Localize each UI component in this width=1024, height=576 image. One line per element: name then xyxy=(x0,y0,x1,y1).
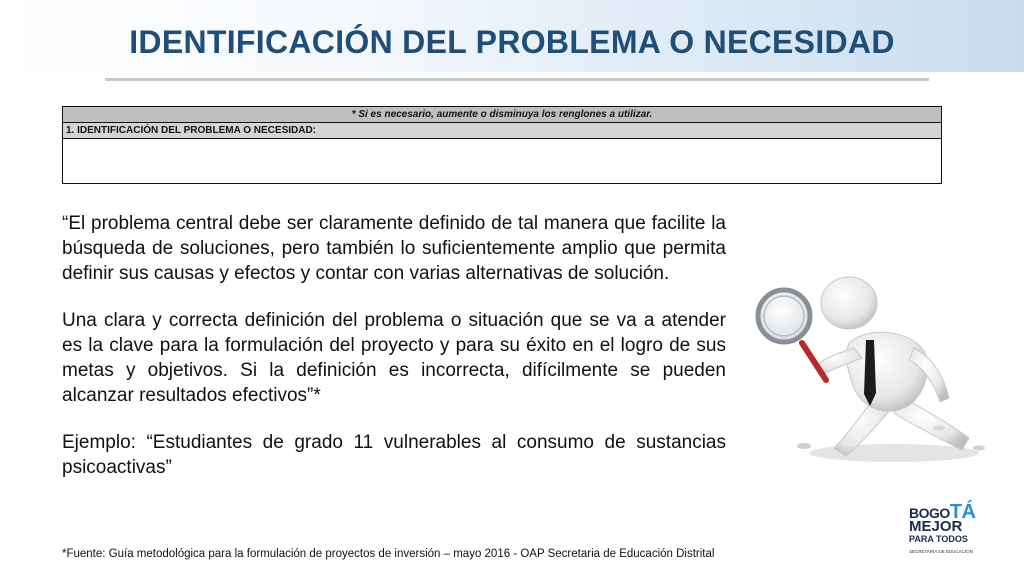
paragraph-importance: Una clara y correcta definición del problema o situación que se va a atender es la clave para la formulación del proyecto y para su éxito en el logro de sus metas y objetivos. Si la definición es incorrecta, difícilmente se pueden alcanzar resultados efectivos”* xyxy=(62,310,726,406)
logo-subtitle: SECRETARÍA DE EDUCACIÓN xyxy=(909,549,973,554)
title-divider xyxy=(105,78,929,81)
logo-mejor: MEJOR xyxy=(909,518,963,535)
slide-title: IDENTIFICACIÓN DEL PROBLEMA O NECESIDAD xyxy=(129,24,895,60)
magnifier-figure-illustration xyxy=(754,248,994,473)
logo-ta: TÁ xyxy=(949,501,976,523)
logo-bogo: BOGO xyxy=(909,505,950,521)
footnote-source: *Fuente: Guía metodológica para la formulación de proyectos de inversión – mayo 2016 - OAP Secretaria de Educación Distrital xyxy=(62,548,715,560)
paragraph-example: Ejemplo: “Estudiantes de grado 11 vulnerables al consumo de sustancias psicoactivas” xyxy=(62,432,726,478)
form-section-label: 1. IDENTIFICACIÓN DEL PROBLEMA O NECESIDAD: xyxy=(63,123,941,139)
logo-para-todos: PARA TODOS xyxy=(909,534,968,544)
bogota-logo xyxy=(905,497,985,559)
form-table xyxy=(62,106,942,184)
body-text xyxy=(62,211,726,508)
form-note: * Si es necesario, aumente o disminuya los renglones a utilizar. xyxy=(63,107,941,123)
paragraph-definition: “El problema central debe ser claramente definido de tal manera que facilite la búsqueda de soluciones, pero también lo suficientemente amplio que permita definir sus causas y efectos y contar con varias alternativas de solución. xyxy=(62,213,726,284)
